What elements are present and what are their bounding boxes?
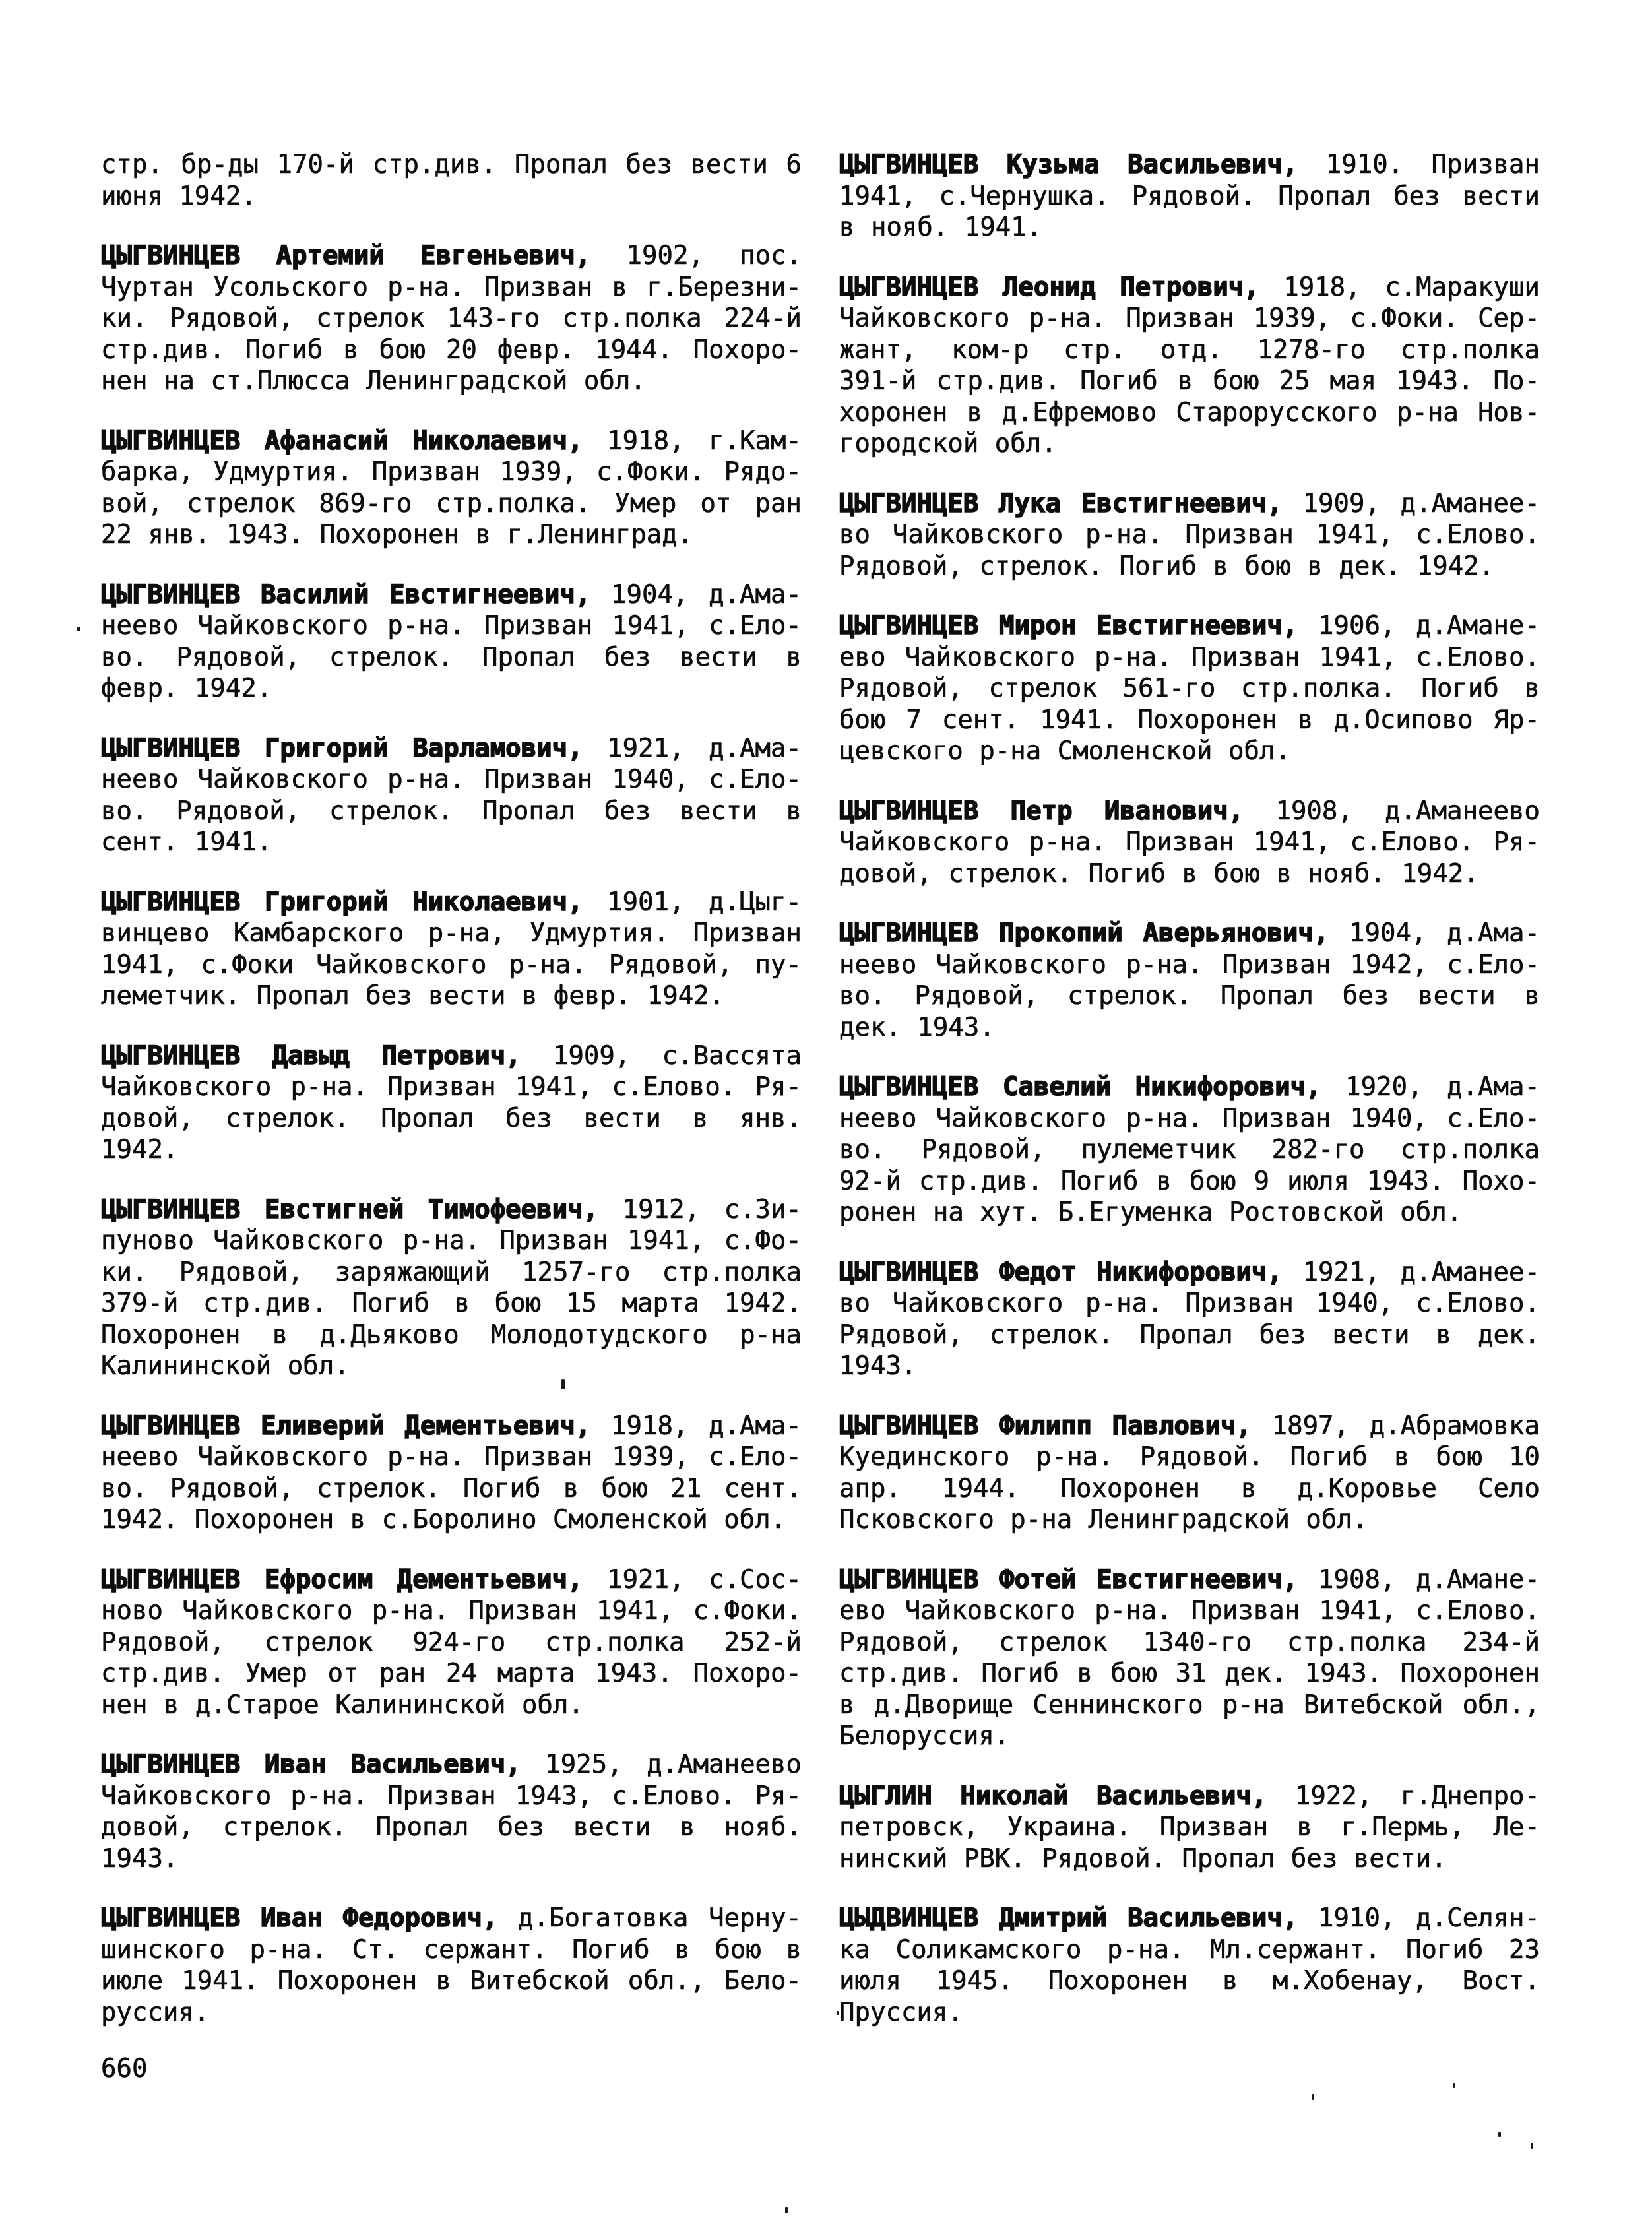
entry-line: Псковского р-на Ленинградской обл. (839, 1505, 1368, 1535)
entry-line: 92-й стр.див. Погиб в бою 9 июля 1943. Похо- (839, 1166, 1540, 1196)
entry-line: июле 1941. Похоронен в Витебской обл., Бело- (101, 1966, 802, 1996)
memorial-entry (101, 149, 802, 212)
entry-line: во. Рядовой, стрелок. Пропал без вести в (101, 796, 802, 826)
memorial-entry (839, 1781, 1540, 1875)
entry-line: ЦЫГВИНЦЕВ Давыд Петрович, 1909, с.Вассята (101, 1040, 802, 1071)
entry-line: во. Рядовой, стрелок. Пропал без вести в (839, 981, 1540, 1011)
entry-name: ЦЫГВИНЦЕВ Евстигней Тимофеевич, (101, 1194, 599, 1224)
entry-line: Рядовой, стрелок 561-го стр.полка. Погиб в (839, 674, 1540, 703)
entry-line: ЦЫГВИНЦЕВ Петр Иванович, 1908, д.Аманеево (839, 796, 1540, 826)
memorial-entry (839, 149, 1540, 243)
entry-line: цевского р-на Смоленской обл. (839, 736, 1290, 766)
entry-line: стр.див. Умер от ран 24 марта 1943. Похоро- (101, 1659, 802, 1688)
entry-name: ЦЫГВИНЦЕВ Кузьма Васильевич, (839, 150, 1298, 179)
entry-line: Чайковского р-на. Призван 1941, с.Елово. Ря- (101, 1072, 802, 1102)
left-column (101, 149, 802, 2028)
entry-name: ЦЫГВИНЦЕВ Василий Евстигнеевич, (101, 579, 591, 610)
memorial-entry (101, 240, 802, 397)
entry-name: ЦЫГВИНЦЕВ Ефросим Дементьевич, (101, 1564, 583, 1595)
memorial-entry (101, 1411, 802, 1536)
entry-line: во Чайковского р-на. Призван 1940, с.Елово. (839, 1288, 1540, 1318)
entry-line: неево Чайковского р-на. Призван 1940, с.Ело- (101, 765, 802, 794)
entry-line: ЦЫГВИНЦЕВ Евстигней Тимофеевич, 1912, с.Зи- (101, 1194, 802, 1224)
entry-line: Рядовой, стрелок 1340-го стр.полка 234-й (839, 1627, 1540, 1657)
entry-name: ЦЫГВИНЦЕВ Петр Иванович, (839, 796, 1244, 826)
entry-line: ЦЫГВИНЦЕВ Филипп Павлович, 1897, д.Абрамовка (839, 1411, 1540, 1441)
entry-line: ЦЫГВИНЦЕВ Василий Евстигнеевич, 1904, д.Ама- (101, 579, 802, 610)
entry-name: ЦЫГВИНЦЕВ Григорий Варламович, (101, 733, 583, 763)
scan-speck (1531, 2143, 1533, 2149)
entry-name: ЦЫГВИНЦЕВ Лука Евстигнеевич, (839, 488, 1283, 519)
entry-line: леметчик. Пропал без вести в февр. 1942. (101, 981, 725, 1011)
entry-line: нинский РВК. Рядовой. Пропал без вести. (839, 1843, 1447, 1874)
entry-line: Куединского р-на. Рядовой. Погиб в бою 10 (839, 1442, 1540, 1472)
entry-line: ЦЫГВИНЦЕВ Ефросим Дементьевич, 1921, с.Сос- (101, 1564, 802, 1595)
entry-line: ЦЫГВИНЦЕВ Кузьма Васильевич, 1910. Призван (839, 150, 1540, 179)
memorial-entry (101, 1040, 802, 1166)
entry-line: неево Чайковского р-на. Призван 1939, с.Ело- (101, 1442, 802, 1472)
entry-name: ЦЫГВИНЦЕВ Фотей Евстигнеевич, (839, 1564, 1298, 1595)
entry-line: ево Чайковского р-на. Призван 1941, с.Елово. (839, 1596, 1540, 1626)
entry-name: ЦЫГЛИН Николай Васильевич, (839, 1781, 1267, 1811)
memorial-entry (101, 1194, 802, 1382)
entry-line: Чайковского р-на. Призван 1943, с.Елово. Ря- (101, 1781, 802, 1811)
entry-name: ЦЫГВИНЦЕВ Иван Васильевич, (101, 1750, 521, 1779)
entry-line: апр. 1944. Похоронен в д.Коровье Село (839, 1473, 1540, 1504)
entry-line: довой, стрелок. Пропал без вести в нояб. (101, 1812, 802, 1842)
entry-line: во Чайковского р-на. Призван 1941, с.Елово. (839, 520, 1540, 550)
entry-line: Рядовой, стрелок. Погиб в бою в дек. 1942. (839, 551, 1495, 581)
entry-line: 391-й стр.див. Погиб в бою 25 мая 1943. По- (839, 366, 1540, 396)
scan-speck (1453, 2083, 1455, 2088)
entry-line: Рядовой, стрелок. Пропал без вести в дек. (839, 1319, 1540, 1350)
memorial-entry (839, 1411, 1540, 1536)
memorial-entry (839, 1564, 1540, 1752)
entry-name: ЦЫГВИНЦЕВ Иван Федорович, (101, 1903, 498, 1933)
entry-line: стр.див. Погиб в бою 20 февр. 1944. Похоро- (101, 334, 802, 365)
entry-line: ронен на хут. Б.Егуменка Ростовской обл. (839, 1197, 1463, 1227)
scan-speck (1312, 2094, 1314, 2100)
entry-line: 1942. Похоронен в с.Боролино Смоленской обл. (101, 1505, 786, 1535)
entry-line: Калининской обл. (101, 1351, 350, 1381)
entry-name: ЦЫГВИНЦЕВ Давыд Петрович, (101, 1040, 521, 1071)
entry-line: довой, стрелок. Пропал без вести в янв. (101, 1103, 802, 1133)
memorial-entry (101, 733, 802, 858)
entry-line: ЦЫДВИНЦЕВ Дмитрий Васильевич, 1910, д.Селян- (839, 1903, 1540, 1933)
entry-name: ЦЫГВИНЦЕВ Афанасий Николаевич, (101, 426, 583, 456)
page-number: 660 (101, 2054, 148, 2083)
entry-line: в д.Дворище Сеннинского р-на Витебской обл., (839, 1690, 1540, 1720)
entry-line: февр. 1942. (101, 674, 272, 703)
scan-speck (77, 627, 80, 631)
entry-line: ЦЫГЛИН Николай Васильевич, 1922, г.Днепро- (839, 1781, 1540, 1811)
entry-name: ЦЫГВИНЦЕВ Леонид Петрович, (839, 272, 1259, 302)
entry-line: 22 янв. 1943. Похоронен в г.Ленинград. (101, 520, 693, 550)
entry-line: ЦЫГВИНЦЕВ Лука Евстигнеевич, 1909, д.Аманее- (839, 488, 1540, 519)
entry-line: в нояб. 1941. (839, 212, 1042, 242)
entry-line: Похоронен в д.Дьяково Молодотудского р-на (101, 1319, 802, 1350)
scan-speck (837, 2011, 839, 2015)
entry-name: ЦЫГВИНЦЕВ Еливерий Дементьевич, (101, 1411, 591, 1441)
entry-line: винцево Камбарского р-на, Удмуртия. Призван (101, 918, 802, 948)
entry-line: ЦЫГВИНЦЕВ Савелий Никифорович, 1920, д.Ама- (839, 1072, 1540, 1102)
memorial-entry (839, 610, 1540, 767)
memorial-entry (101, 1749, 802, 1874)
entry-line: ЦЫГВИНЦЕВ Иван Федорович, д.Богатовка Черну- (101, 1903, 802, 1933)
entry-line: 1943. (101, 1843, 179, 1874)
entry-line: неево Чайковского р-на. Призван 1940, с.Ело- (839, 1103, 1540, 1133)
memorial-entry (101, 887, 802, 1012)
entry-name: ЦЫГВИНЦЕВ Федот Никифорович, (839, 1257, 1283, 1287)
entry-line: ЦЫГВИНЦЕВ Еливерий Дементьевич, 1918, д.Ама- (101, 1411, 802, 1441)
entry-line: сент. 1941. (101, 827, 272, 857)
entry-line: ЦЫГВИНЦЕВ Прокопий Аверьянович, 1904, д.Ама- (839, 918, 1540, 948)
entry-line: ки. Рядовой, стрелок 143-го стр.полка 224-й (101, 303, 802, 333)
entry-line: Рядовой, стрелок 924-го стр.полка 252-й (101, 1627, 802, 1657)
entry-line: городской обл. (839, 429, 1057, 459)
entry-line: Белоруссия. (839, 1721, 1010, 1751)
entry-line: довой, стрелок. Погиб в бою в нояб. 1942. (839, 858, 1479, 889)
entry-line: пуново Чайковского р-на. Призван 1941, с.Фо- (101, 1226, 802, 1255)
entry-line: ЦЫГВИНЦЕВ Григорий Варламович, 1921, д.Ама- (101, 733, 802, 763)
entry-line: июня 1942. (101, 181, 257, 211)
entry-line: Чайковского р-на. Призван 1941, с.Елово. Ря- (839, 827, 1540, 857)
entry-line: жант, ком-р стр. отд. 1278-го стр.полка (839, 334, 1540, 365)
entry-line: ЦЫГВИНЦЕВ Артемий Евгеньевич, 1902, пос. (101, 241, 802, 270)
entry-line: Чуртан Усольского р-на. Призван в г.Березни- (101, 272, 802, 302)
entry-line: дек. 1943. (839, 1012, 995, 1042)
entry-line: барка, Удмуртия. Призван 1939, с.Фоки. Рядо- (101, 457, 802, 487)
entry-line: ево Чайковского р-на. Призван 1941, с.Елово. (839, 642, 1540, 672)
scan-speck (1498, 2132, 1501, 2137)
memorial-entry (839, 488, 1540, 583)
entry-line: неево Чайковского р-на. Призван 1942, с.Ело- (839, 949, 1540, 980)
entry-line: стр.див. Погиб в бою 31 дек. 1943. Похоронен (839, 1659, 1540, 1688)
entry-line: 1942. (101, 1135, 179, 1164)
entry-line: ЦЫГВИНЦЕВ Фотей Евстигнеевич, 1908, д.Амане- (839, 1564, 1540, 1595)
entry-line: шинского р-на. Ст. сержант. Погиб в бою в (101, 1934, 802, 1965)
entry-line: 1943. (839, 1351, 917, 1381)
entry-line: ЦЫГВИНЦЕВ Афанасий Николаевич, 1918, г.Кам- (101, 426, 802, 456)
entry-line: хоронен в д.Ефремово Старорусского р-на Нов- (839, 397, 1540, 428)
entry-line: ки. Рядовой, заряжающий 1257-го стр.полка (101, 1257, 802, 1287)
entry-line: нен в д.Старое Калининской обл. (101, 1690, 584, 1720)
entry-line: ЦЫГВИНЦЕВ Григорий Николаевич, 1901, д.Цыг- (101, 887, 802, 917)
entry-line: вой, стрелок 869-го стр.полка. Умер от ран (101, 488, 802, 519)
entry-name: ЦЫГВИНЦЕВ Прокопий Аверьянович, (839, 918, 1329, 948)
entry-line: ка Соликамского р-на. Мл.сержант. Погиб 23 (839, 1934, 1540, 1965)
entry-line: 379-й стр.див. Погиб в бою 15 марта 1942. (101, 1288, 802, 1318)
entry-line: ЦЫГВИНЦЕВ Иван Васильевич, 1925, д.Аманеево (101, 1750, 802, 1779)
memorial-entry (839, 796, 1540, 890)
entry-line: Пруссия. (839, 1997, 963, 2027)
entry-name: ЦЫГВИНЦЕВ Филипп Павлович, (839, 1411, 1252, 1441)
memorial-entry (101, 426, 802, 551)
memorial-entry (839, 1903, 1540, 2028)
entry-line: Чайковского р-на. Призван 1939, с.Фоки. Сер- (839, 303, 1540, 333)
memorial-entry (101, 1903, 802, 2028)
entry-name: ЦЫГВИНЦЕВ Артемий Евгеньевич, (101, 241, 591, 270)
entry-name: ЦЫГВИНЦЕВ Савелий Никифорович, (839, 1072, 1321, 1102)
entry-line: руссия. (101, 1997, 210, 2027)
entry-line: во. Рядовой, пулеметчик 282-го стр.полка (839, 1135, 1540, 1164)
entry-name: ЦЫГВИНЦЕВ Мирон Евстигнеевич, (839, 611, 1298, 641)
entry-line: стр. бр-ды 170-й стр.див. Пропал без вести 6 (101, 150, 802, 179)
entry-line: ЦЫГВИНЦЕВ Леонид Петрович, 1918, с.Маракуши (839, 272, 1540, 302)
entry-line: во. Рядовой, стрелок. Пропал без вести в (101, 642, 802, 672)
entry-name: ЦЫДВИНЦЕВ Дмитрий Васильевич, (839, 1903, 1298, 1933)
memorial-entry (839, 1257, 1540, 1382)
entry-line: неево Чайковского р-на. Призван 1941, с.Ело- (101, 611, 802, 641)
memorial-entry (101, 1564, 802, 1721)
memorial-entry (839, 272, 1540, 460)
memorial-entry (101, 579, 802, 705)
entry-line: петровск, Украина. Призван в г.Пермь, Ле- (839, 1812, 1540, 1842)
entry-line: нен на ст.Плюсса Ленинградской обл. (101, 366, 646, 396)
entry-line: ново Чайковского р-на. Призван 1941, с.Фоки. (101, 1596, 802, 1626)
entry-line: бою 7 сент. 1941. Похоронен в д.Осипово Яр- (839, 705, 1540, 735)
entry-line: 1941, с.Фоки Чайковского р-на. Рядовой, пу- (101, 949, 802, 980)
entry-line: во. Рядовой, стрелок. Погиб в бою 21 сент. (101, 1473, 802, 1504)
entry-line: ЦЫГВИНЦЕВ Федот Никифорович, 1921, д.Аманее- (839, 1257, 1540, 1287)
entry-line: ЦЫГВИНЦЕВ Мирон Евстигнеевич, 1906, д.Амане- (839, 611, 1540, 641)
scan-speck (561, 1379, 565, 1389)
entry-name: ЦЫГВИНЦЕВ Григорий Николаевич, (101, 887, 583, 917)
right-column (839, 149, 1540, 2028)
entry-line: июля 1945. Похоронен в м.Хобенау, Вост. (839, 1966, 1540, 1996)
entry-line: 1941, с.Чернушка. Рядовой. Пропал без вести (839, 181, 1540, 211)
memorial-entry (839, 1071, 1540, 1228)
memorial-entry (839, 918, 1540, 1043)
scan-speck (785, 2207, 788, 2213)
